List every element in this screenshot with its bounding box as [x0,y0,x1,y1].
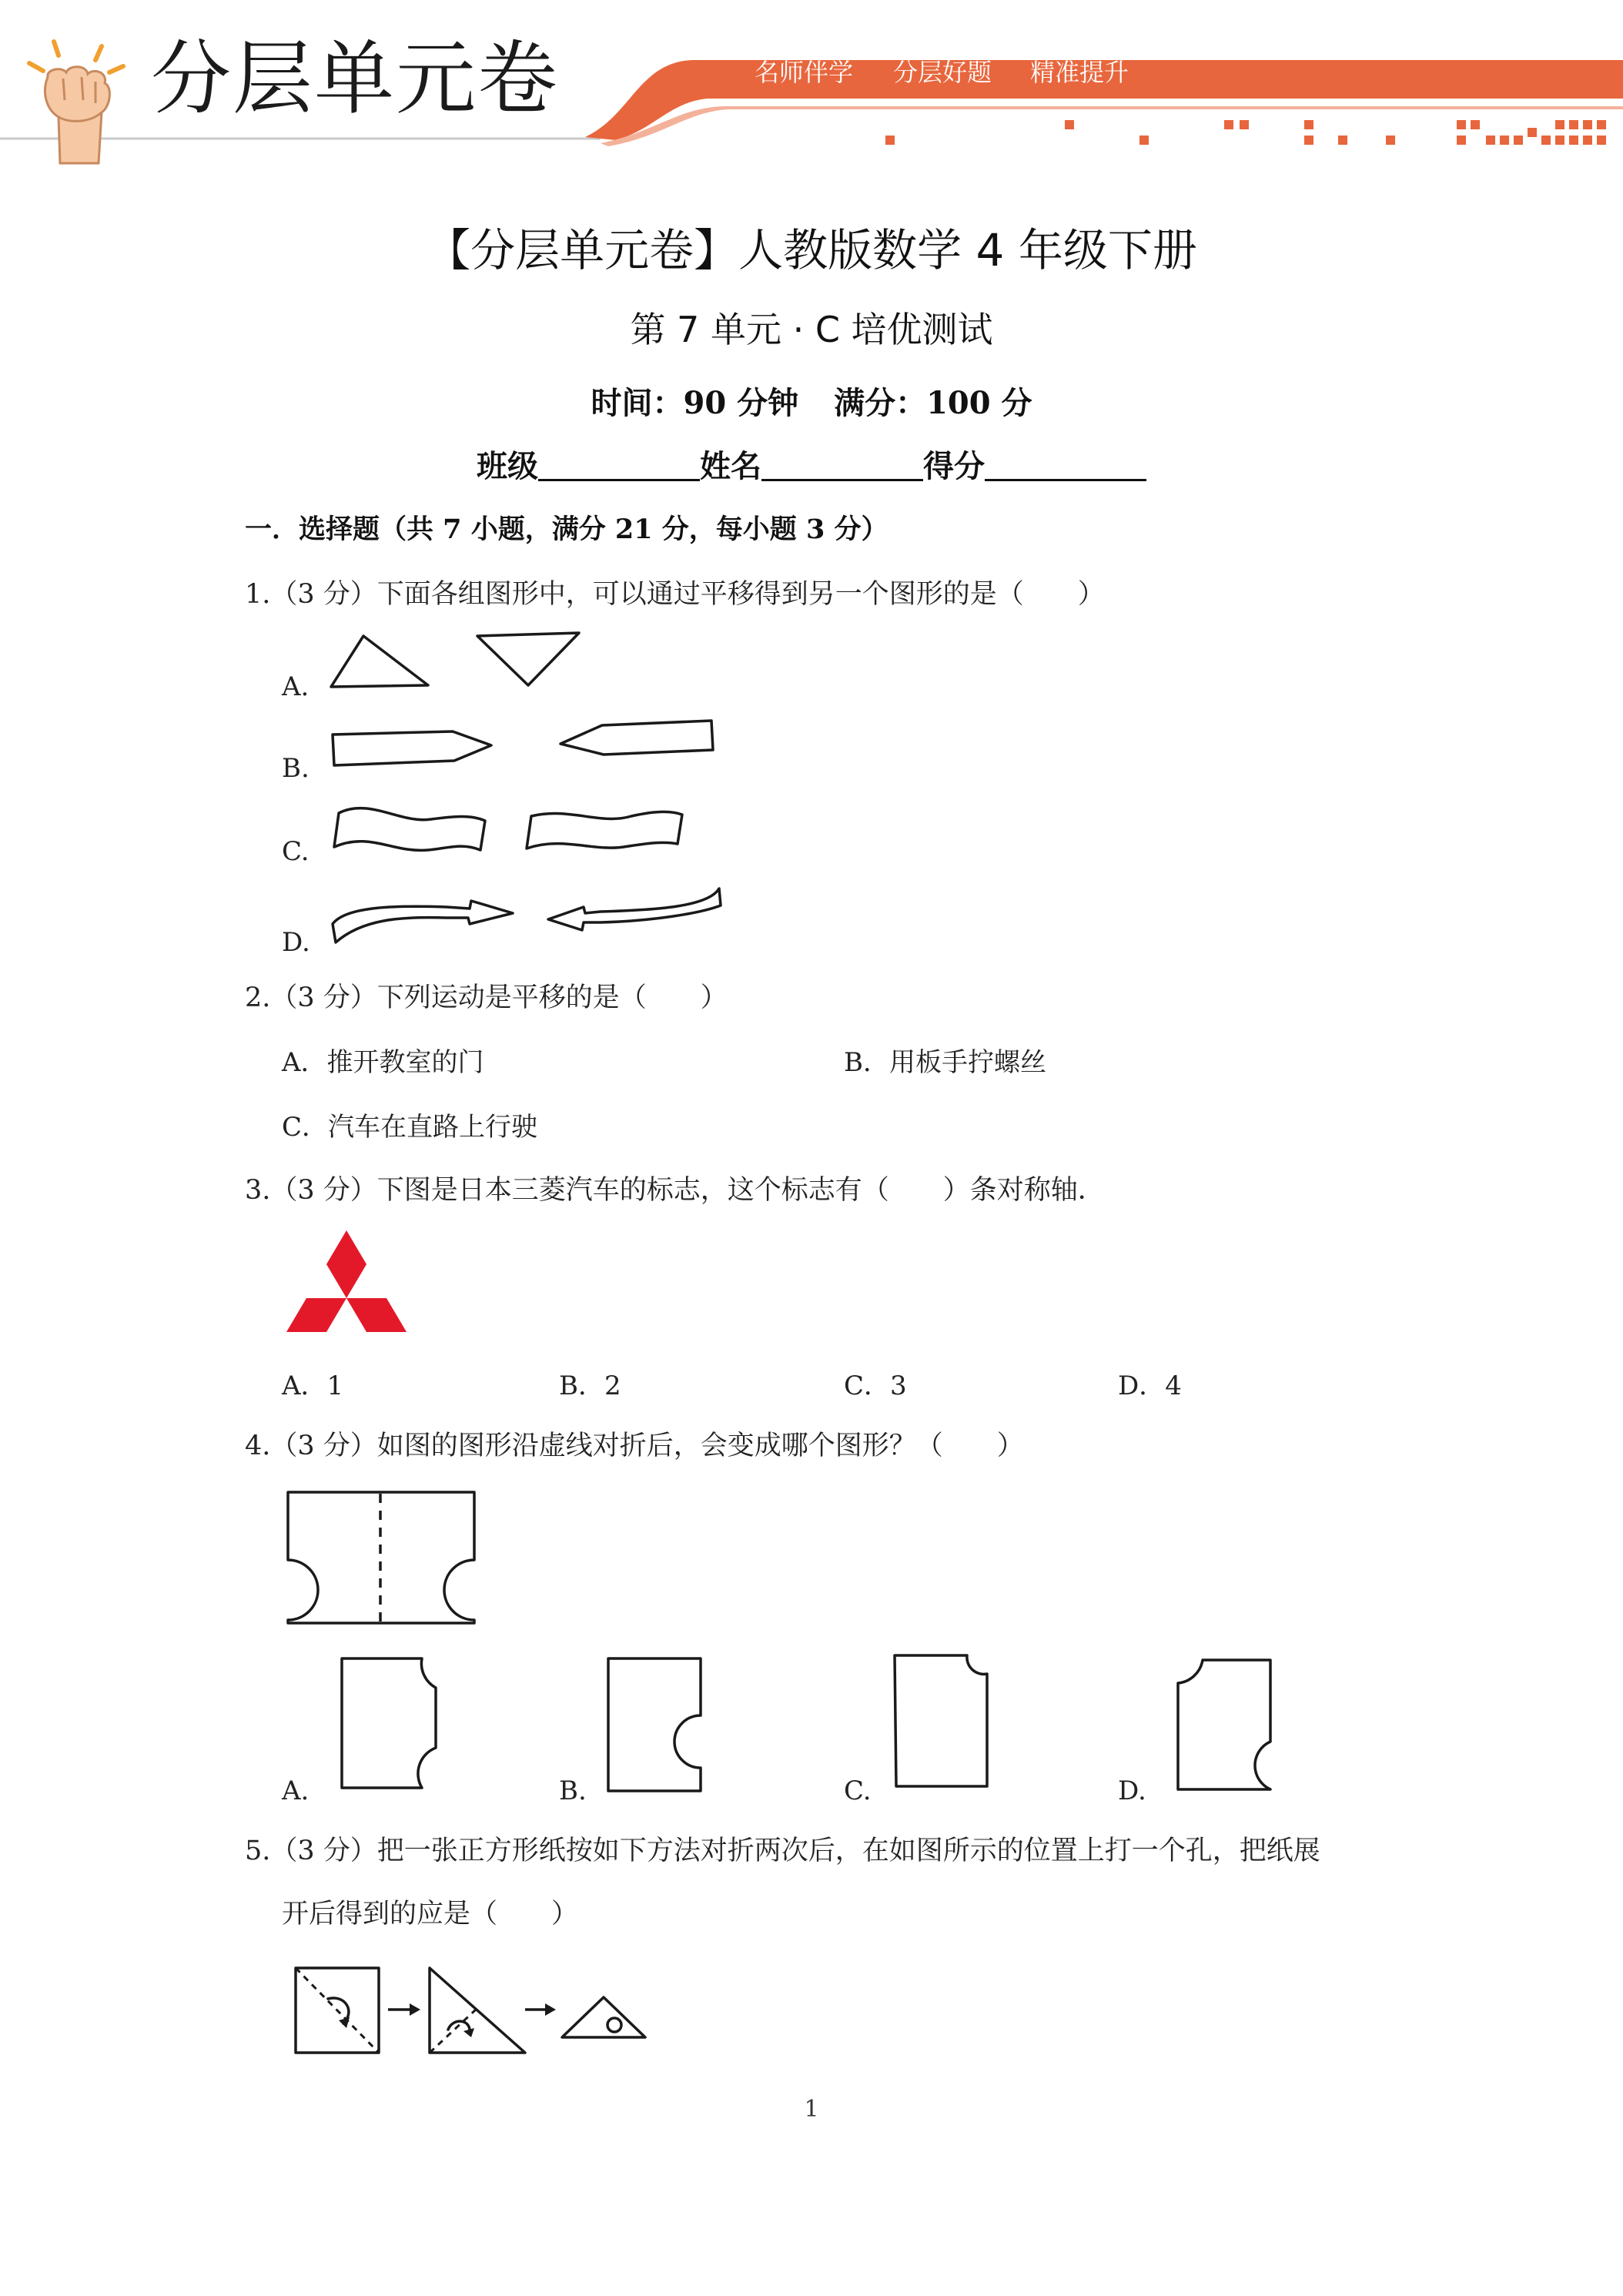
q3-option-b: B．2 [559,1371,621,1401]
q4-fold-sheet [288,1492,474,1623]
q1-option-a-label: A. [282,671,310,702]
q4-option-b-shape [608,1658,701,1791]
question-5-stem-line2: 开后得到的应是（ ） [282,1899,579,1930]
q5-fold-sequence [285,1956,670,2063]
question-3-stem: 3.（3 分）下图是日本三菱汽车的标志，这个标志有（ ）条对称轴． [245,1175,1105,1206]
q2-option-a: A．推开教室的门 [282,1047,484,1078]
exam-subtitle: 第 7 单元 · C 培优测试 [630,309,993,350]
q5-triangle-step [430,1968,525,2053]
arrow-right-icon [388,2003,420,2016]
q4-option-b-label: B. [559,1776,587,1806]
exam-title: 【分层单元卷】人教版数学 4 年级下册 [426,224,1197,276]
question-2-stem: 2.（3 分）下列运动是平移的是（ ） [245,982,728,1013]
question-1-stem: 1.（3 分）下面各组图形中，可以通过平移得到另一个图形的是（ ） [245,579,1105,610]
q2-option-c: C．汽车在直路上行驶 [282,1112,538,1143]
q4-option-a-label: A. [282,1776,310,1806]
name-label: 姓名 [700,448,761,484]
q4-option-d-label: D. [1118,1776,1146,1806]
q4-option-a-shape [342,1658,436,1788]
score-label: 得分 [923,448,985,484]
q3-option-c: C．3 [844,1371,907,1401]
q1-option-c-label: C. [282,836,310,867]
q5-punched-triangle [562,1997,645,2037]
q1-option-d-label: D. [282,927,310,958]
q1-option-b-label: B. [282,753,310,784]
class-label: 班级 [477,448,538,484]
page-number: 1 [804,2096,819,2123]
arrow-right-icon [525,2003,556,2016]
q4-option-c-label: C. [844,1776,872,1806]
question-4-stem: 4.（3 分）如图的图形沿虚线对折后，会变成哪个图形？（ ） [245,1431,1024,1461]
q2-option-b: B．用板手拧螺丝 [844,1047,1046,1078]
q5-square-step [296,1968,379,2053]
slogan-1: 名师伴学 [755,58,854,87]
question-5-stem-line1: 5.（3 分）把一张正方形纸按如下方法对折两次后，在如图所示的位置上打一个孔，把纸展 [245,1836,1320,1866]
slogan-3: 精准提升 [1030,58,1129,87]
q3-option-d: D．4 [1118,1371,1182,1401]
section-heading: 一．选择题（共 7 小题，满分 21 分，每小题 3 分） [245,514,888,545]
slogan-2: 分层好题 [893,58,992,87]
q4-option-d-shape [1178,1660,1270,1789]
brand-title: 分层单元卷 [151,32,560,126]
q3-option-a: A．1 [282,1371,344,1401]
exam-time: 时间：90 分钟 [591,385,799,421]
q4-option-c-shape [895,1655,987,1786]
exam-full-score: 满分：100 分 [834,385,1032,421]
